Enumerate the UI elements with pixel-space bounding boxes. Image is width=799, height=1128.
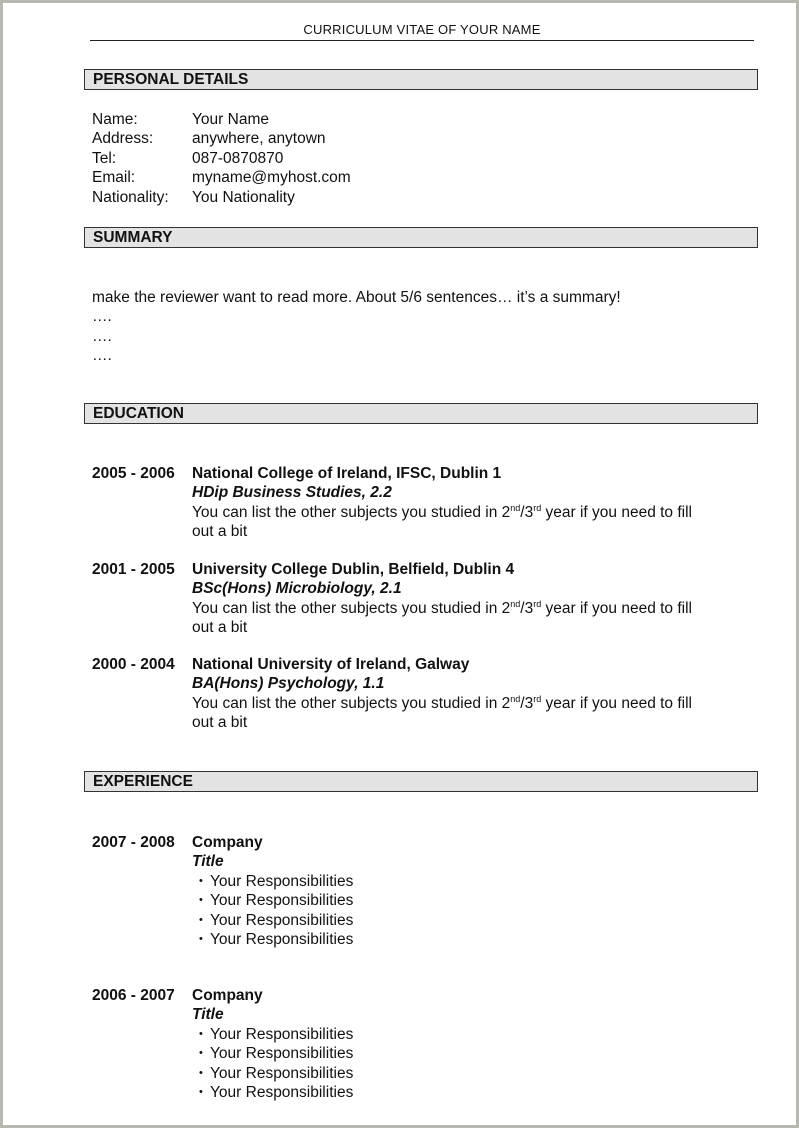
subjects-note-continued: out a bit — [192, 619, 248, 637]
entry-years: 2001 - 2005 — [92, 561, 175, 578]
personal-details — [92, 110, 351, 207]
detail-row-address — [92, 129, 351, 148]
detail-value: Your Name — [192, 111, 269, 128]
list-item: • Your Responsibilities — [199, 892, 354, 910]
list-item: • Your Responsibilities — [199, 1064, 354, 1082]
entry-years: 2006 - 2007 — [92, 987, 175, 1004]
subjects-note: You can list the other subjects you studied in 2nd/3rd year if you need to fill — [192, 598, 692, 617]
company-name: Company — [192, 834, 263, 851]
bullet-icon: • — [199, 933, 203, 946]
entry-years: 2007 - 2008 — [92, 834, 175, 851]
subjects-note-continued: out a bit — [192, 714, 248, 732]
entry-years: 2000 - 2004 — [92, 656, 175, 673]
detail-value: You Nationality — [192, 188, 295, 206]
bullet-icon: • — [199, 1027, 203, 1040]
detail-row-nationality — [92, 188, 351, 207]
qualification: BSc(Hons) Microbiology, 2.1 — [192, 580, 402, 598]
detail-label: Tel: — [92, 149, 117, 167]
summary-line: …. — [92, 308, 112, 326]
institution: University College Dublin, Belfield, Dublin 4 — [192, 561, 515, 578]
detail-row-tel — [92, 149, 351, 168]
section-heading-experience: EXPERIENCE — [84, 771, 758, 792]
bullet-icon: • — [199, 1086, 203, 1099]
institution: National College of Ireland, IFSC, Dublin 1 — [192, 465, 502, 482]
subjects-note: You can list the other subjects you studied in 2nd/3rd year if you need to fill — [192, 502, 692, 521]
title-divider — [90, 40, 754, 41]
job-title: Title — [192, 1006, 224, 1024]
subjects-note: You can list the other subjects you studied in 2nd/3rd year if you need to fill — [192, 693, 692, 712]
section-heading-personal: PERSONAL DETAILS — [84, 69, 758, 90]
list-item: • Your Responsibilities — [199, 1084, 354, 1102]
bullet-icon: • — [199, 913, 203, 926]
qualification: BA(Hons) Psychology, 1.1 — [192, 675, 385, 693]
bullet-icon: • — [199, 894, 203, 907]
detail-value: 087-0870870 — [192, 149, 284, 167]
summary-line: …. — [92, 327, 112, 345]
bullet-icon: • — [199, 874, 203, 887]
summary-text — [92, 288, 621, 366]
education-entry — [92, 560, 752, 638]
subjects-note-continued: out a bit — [192, 523, 248, 541]
education-entry — [92, 464, 752, 542]
job-title: Title — [192, 853, 224, 871]
entry-years: 2005 - 2006 — [92, 465, 175, 482]
document-title: CURRICULUM VITAE OF YOUR NAME — [303, 22, 541, 37]
qualification: HDip Business Studies, 2.2 — [192, 484, 392, 502]
experience-entry — [92, 986, 752, 1102]
list-item: • Your Responsibilities — [199, 1025, 354, 1043]
summary-line: make the reviewer want to read more. About 5/6 sentences… it’s a summary! — [92, 289, 621, 306]
bullet-icon: • — [199, 1066, 203, 1079]
detail-row-email — [92, 168, 351, 187]
section-heading-education: EDUCATION — [84, 403, 758, 424]
detail-row-name — [92, 110, 351, 129]
detail-label: Email: — [92, 169, 136, 187]
list-item: • Your Responsibilities — [199, 872, 354, 890]
company-name: Company — [192, 987, 263, 1004]
detail-label: Name: — [92, 111, 138, 128]
responsibilities-list — [192, 1025, 752, 1103]
summary-line: …. — [92, 347, 112, 365]
education-entry — [92, 655, 752, 733]
institution: National University of Ireland, Galway — [192, 656, 470, 673]
list-item: • Your Responsibilities — [199, 1045, 354, 1063]
section-heading-summary: SUMMARY — [84, 227, 758, 248]
detail-value: myname@myhost.com — [192, 169, 351, 187]
detail-label: Nationality: — [92, 188, 169, 206]
list-item: • Your Responsibilities — [199, 911, 354, 929]
responsibilities-list — [192, 872, 752, 950]
bullet-icon: • — [199, 1047, 203, 1060]
detail-value: anywhere, anytown — [192, 130, 326, 148]
experience-entry — [92, 833, 752, 949]
list-item: • Your Responsibilities — [199, 931, 354, 949]
detail-label: Address: — [92, 130, 154, 148]
